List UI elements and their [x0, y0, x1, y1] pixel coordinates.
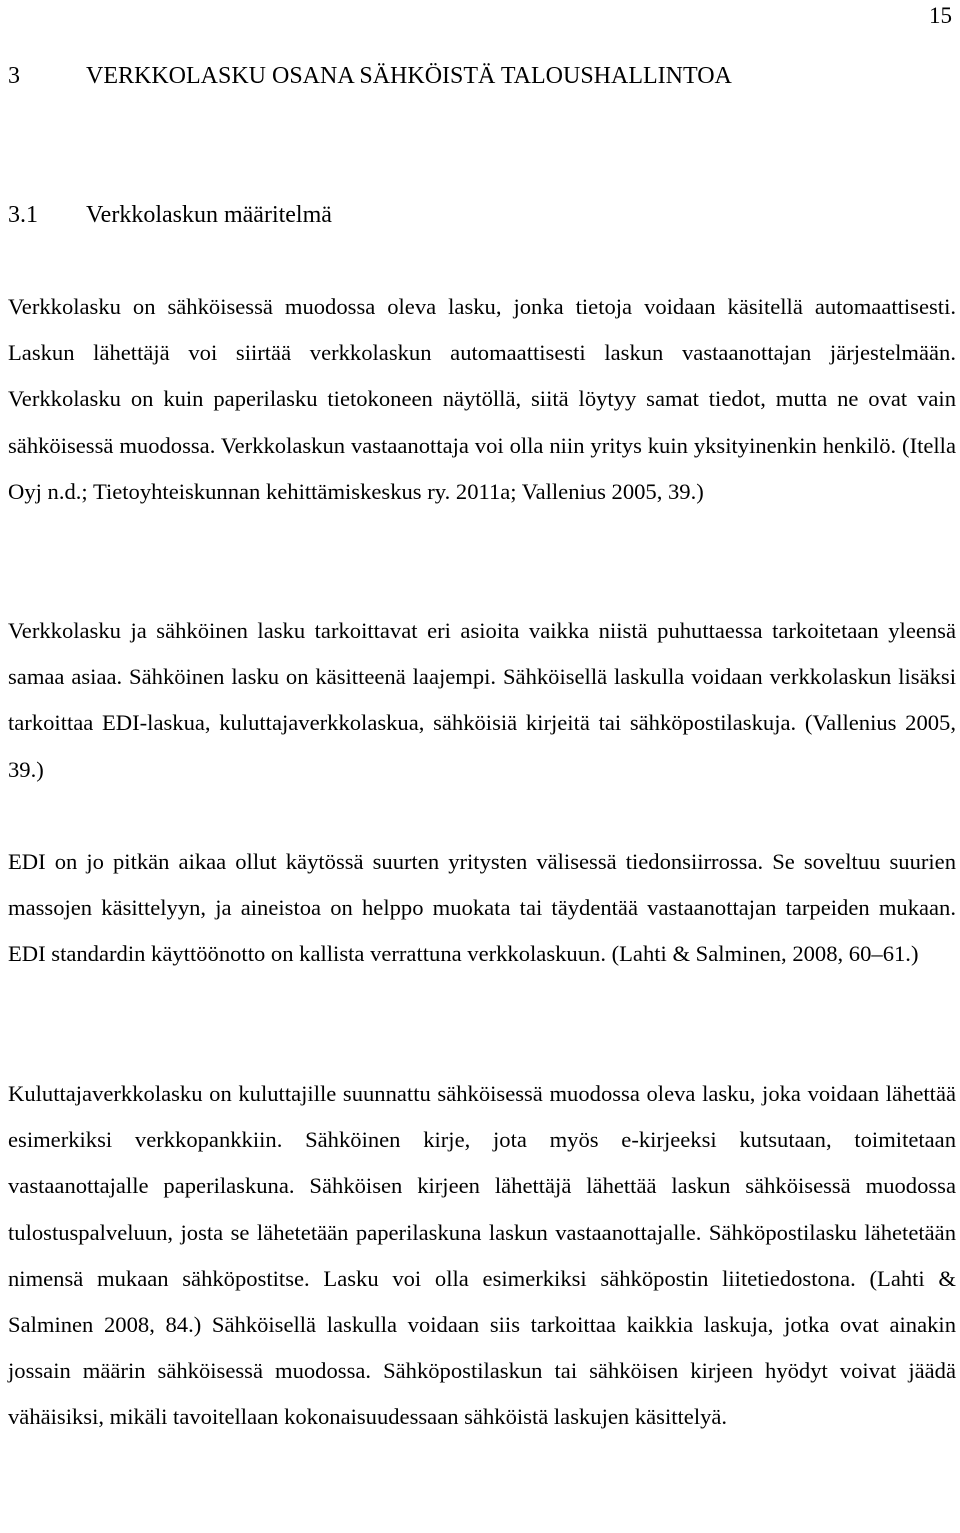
page-number: 15	[929, 3, 952, 28]
body-paragraph: EDI on jo pitkän aikaa ollut käytössä suurten yritysten välisessä tiedonsiirrossa. Se soveltuu suurien massojen käsittelyyn, ja aineistoa on helppo muokata tai täydentää vastaanottajan tarpeiden mukaan. EDI standardin käyttöönotto on kallista verrattuna verkkolaskuun. (Lahti & Salminen, 2008, 60–61.)	[8, 849, 956, 967]
body-paragraph: Kuluttajaverkkolasku on kuluttajille suunnattu sähköisessä muodossa oleva lasku, joka voidaan lähettää esimerkiksi verkkopankkiin. Sähköinen kirje, jota myös e-kirjeeksi kutsutaan, toimitetaan vastaanottajalle paperilaskuna. Sähköisen kirjeen lähettäjä lähettää laskun sähköisessä muodossa tulostuspalveluun, josta se lähetetään paperilaskuna laskun vastaanottajalle. Sähköpostilasku lähetetään nimensä mukaan sähköpostitse. Lasku voi olla esimerkiksi sähköpostin liitetiedostona. (Lahti & Salminen 2008, 84.) Sähköisellä laskulla voidaan siis tarkoittaa kaikkia laskuja, jotka ovat ainakin jossain määrin sähköisessä muodossa. Sähköpostilaskun tai sähköisen kirjeen hyödyt voivat jäädä vähäisiksi, mikäli tavoitellaan kokonaisuudessaan sähköistä laskujen käsittelyä.	[8, 1081, 956, 1430]
section-number: 3.1	[8, 202, 38, 228]
chapter-title: VERKKOLASKU OSANA SÄHKÖISTÄ TALOUSHALLINTOA	[86, 63, 732, 89]
body-paragraph: Verkkolasku ja sähköinen lasku tarkoittavat eri asioita vaikka niistä puhuttaessa tarkoitetaan yleensä samaa asiaa. Sähköinen lasku on käsitteenä laajempi. Sähköisellä laskulla voidaan verkkolaskun lisäksi tarkoittaa EDI-laskua, kuluttajaverkkolaskua, sähköisiä kirjeitä tai sähköpostilaskuja. (Vallenius 2005, 39.)	[8, 618, 956, 782]
chapter-number: 3	[8, 63, 20, 89]
section-title: Verkkolaskun määritelmä	[86, 202, 332, 228]
section-heading	[8, 200, 332, 230]
body-paragraph: Verkkolasku on sähköisessä muodossa oleva lasku, jonka tietoja voidaan käsitellä automaattisesti. Laskun lähettäjä voi siirtää verkkolaskun automaattisesti laskun vastaanottajan järjestelmään. Verkkolasku on kuin paperilasku tietokoneen näytöllä, siitä löytyy samat tiedot, mutta ne ovat vain sähköisessä muodossa. Verkkolaskun vastaanottaja voi olla niin yritys kuin yksityinenkin henkilö. (Itella Oyj n.d.; Tietoyhteiskunnan kehittämiskeskus ry. 2011a; Vallenius 2005, 39.)	[8, 294, 956, 504]
chapter-heading	[8, 61, 732, 91]
